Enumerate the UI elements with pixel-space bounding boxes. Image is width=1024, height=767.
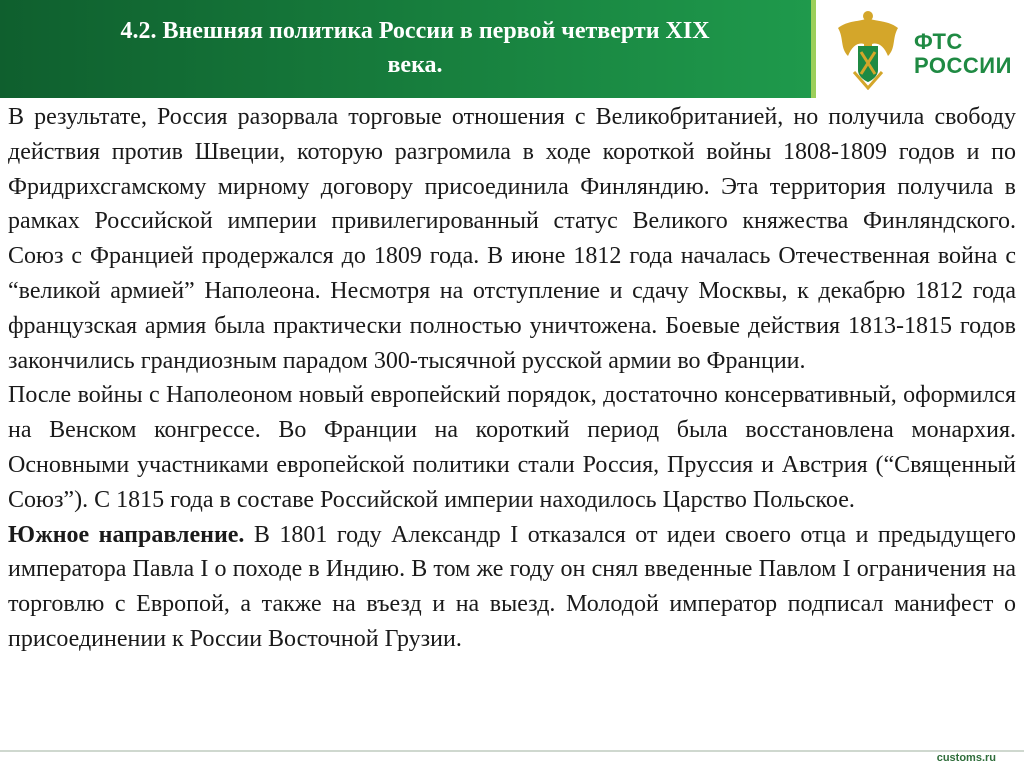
southern-direction-heading: Южное направление. bbox=[8, 521, 245, 548]
fts-logo bbox=[820, 0, 1024, 98]
paragraph-3 bbox=[8, 518, 1016, 657]
title-line-2: века. bbox=[387, 52, 443, 78]
title-band bbox=[0, 0, 816, 98]
footer-divider bbox=[0, 750, 1024, 752]
paragraph-3-text: В 1801 году Александр I отказался от идеи своего отца и предыдущего императора Павла I о походе в Индию. В том же году он снял введенные Павлом I ограничения на торговлю с Европой, а также на въезд и на выезд. Молодой император подписал манифест о присоединении к России Восточной Грузии. bbox=[8, 521, 1016, 652]
slide-title bbox=[20, 14, 810, 82]
logo-line-1: ФТС bbox=[914, 29, 963, 54]
logo-line-2: РОССИИ bbox=[914, 53, 1012, 78]
title-line-1: 4.2. Внешняя политика России в первой четверти XIX bbox=[120, 18, 710, 44]
double-headed-eagle-icon bbox=[830, 8, 906, 90]
footer-site-link[interactable]: customs.ru bbox=[936, 752, 996, 764]
slide-body bbox=[8, 100, 1016, 657]
logo-text bbox=[914, 30, 1012, 78]
paragraph-1: В результате, Россия разорвала торговые отношения с Великобританией, но получила свободу действия против Швеции, которую разгромила в ходе короткой войны 1808-1809 годов и по Фридрихсгамскому мирному договору присоединила Финляндию. Эта территория получила в рамках Российской империи привилегированный статус Великого княжества Финляндского. Союз с Францией продержался до 1809 года. В июне 1812 года началась Отечественная война с “великой армией” Наполеона. Несмотря на отступление и сдачу Москвы, к декабрю 1812 года французская армия была практически полностью уничтожена. Боевые действия 1813-1815 годов закончились грандиозным парадом 300-тысячной русской армии во Франции. bbox=[8, 104, 1016, 374]
paragraph-2: После войны с Наполеоном новый европейский порядок, достаточно консервативный, оформился на Венском конгрессе. Во Франции на короткий период была восстановлена монархия. Основными участниками европейской политики стали Россия, Пруссия и Австрия (“Священный Союз”). С 1815 года в составе Российской империи находилось Царство Польское. bbox=[8, 382, 1016, 513]
accent-stripe bbox=[811, 0, 816, 98]
slide-header bbox=[0, 0, 1024, 98]
